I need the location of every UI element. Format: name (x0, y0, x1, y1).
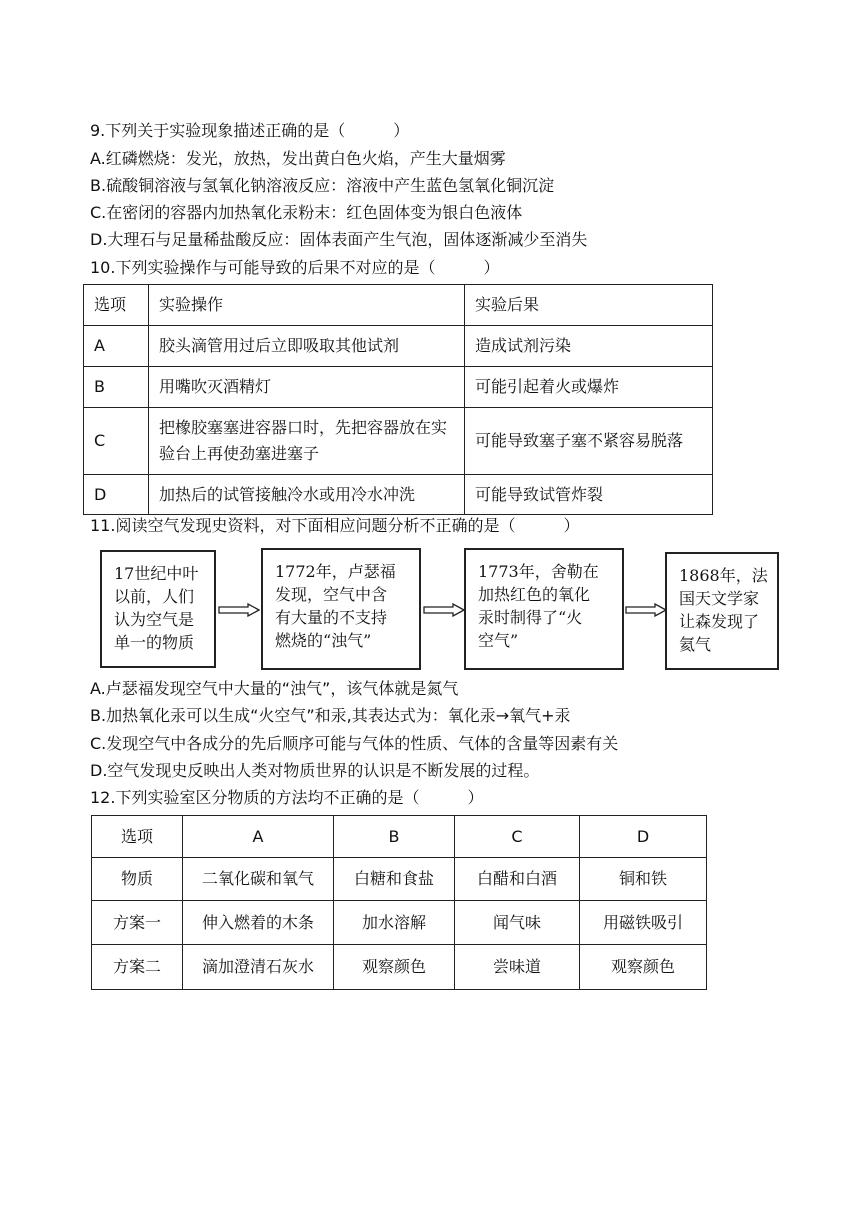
history-box-line: 有大量的不支持 (275, 608, 388, 627)
history-box-line: 1772年，卢瑟福 (275, 562, 396, 581)
history-box-line: 空气” (478, 631, 519, 650)
question-9-option-b: B.硫酸铜溶液与氢氧化钠溶液反应：溶液中产生蓝色氢氧化铜沉淀 (90, 176, 555, 195)
table-header-cell: C (455, 816, 580, 858)
history-box-line: 燃烧的“浊气” (275, 631, 372, 650)
history-box-line: 国天文学家 (679, 589, 760, 608)
table-cell: 物质 (92, 858, 183, 901)
table-cell: 闻气味 (455, 901, 580, 945)
table-cell: B (84, 367, 149, 408)
history-box-line: 加热红色的氧化 (478, 585, 591, 604)
table-cell: 伸入燃着的木条 (183, 901, 334, 945)
table-header-cell: A (183, 816, 334, 858)
table-row (84, 475, 713, 515)
question-9-stem: 9.下列关于实验现象描述正确的是（ ） (90, 121, 410, 140)
table-cell: 二氧化碳和氧气 (183, 858, 334, 901)
table-cell: D (84, 475, 149, 515)
table-header-cell: 实验操作 (149, 285, 465, 326)
history-box-1 (100, 550, 216, 668)
history-box-line: 单一的物质 (114, 633, 195, 652)
table-cell: 加水溶解 (334, 901, 455, 945)
table-cell: 白糖和食盐 (334, 858, 455, 901)
question-11-stem: 11.阅读空气发现史资料，对下面相应问题分析不正确的是（ ） (90, 516, 580, 535)
question-11-option-b: B.加热氧化汞可以生成“火空气”和汞,其表达式为：氧化汞→氧气+汞 (90, 706, 571, 725)
arrow-right-icon (423, 603, 465, 617)
table-cell: 观察颜色 (580, 945, 707, 990)
history-box-2 (261, 548, 421, 670)
question-9-option-d: D.大理石与足量稀盐酸反应：固体表面产生气泡，固体逐渐减少至消失 (90, 230, 588, 249)
table-cell: 用磁铁吸引 (580, 901, 707, 945)
history-box-line: 1868年，法 (679, 566, 768, 585)
table-header-cell: D (580, 816, 707, 858)
table-header-row (92, 816, 707, 858)
table-cell: 造成试剂污染 (465, 326, 713, 367)
table-cell: 胶头滴管用过后立即吸取其他试剂 (149, 326, 465, 367)
history-box-4 (665, 552, 779, 670)
history-box-3 (464, 548, 624, 670)
arrow-right-icon (625, 603, 667, 617)
table-header-row (84, 285, 713, 326)
table-cell: 可能引起着火或爆炸 (465, 367, 713, 408)
table-row (84, 367, 713, 408)
history-box-line: 汞时制得了“火 (478, 608, 583, 627)
table-cell: 滴加澄清石灰水 (183, 945, 334, 990)
question-9-option-a: A.红磷燃烧：发光，放热，发出黄白色火焰，产生大量烟雾 (90, 149, 506, 168)
history-box-line: 认为空气是 (114, 610, 195, 629)
question-12-stem: 12.下列实验室区分物质的方法均不正确的是（ ） (90, 788, 484, 807)
table-cell: 把橡胶塞塞进容器口时，先把容器放在实验台上再使劲塞进塞子 (149, 408, 465, 475)
history-box-line: 1773年，舍勒在 (478, 562, 599, 581)
table-row (84, 326, 713, 367)
table-cell: 方案二 (92, 945, 183, 990)
table-cell: 白醋和白酒 (455, 858, 580, 901)
table-cell: 铜和铁 (580, 858, 707, 901)
table-header-cell: 实验后果 (465, 285, 713, 326)
table-cell: 方案一 (92, 901, 183, 945)
table-cell: 观察颜色 (334, 945, 455, 990)
history-box-line: 以前，人们 (114, 587, 195, 606)
question-10-table (83, 284, 713, 515)
table-cell: 用嘴吹灭酒精灯 (149, 367, 465, 408)
question-11-option-d: D.空气发现史反映出人类对物质世界的认识是不断发展的过程。 (90, 761, 540, 780)
history-box-line: 让森发现了 (679, 612, 760, 631)
table-cell: 可能导致塞子塞不紧容易脱落 (465, 408, 713, 475)
table-cell: 尝味道 (455, 945, 580, 990)
table-row (92, 858, 707, 901)
question-9-option-c: C.在密闭的容器内加热氧化汞粉末：红色固体变为银白色液体 (90, 203, 523, 222)
table-cell: 加热后的试管接触冷水或用冷水冲洗 (149, 475, 465, 515)
table-cell: 可能导致试管炸裂 (465, 475, 713, 515)
table-row (92, 945, 707, 990)
table-header-cell: B (334, 816, 455, 858)
question-12-table (91, 815, 707, 990)
table-cell: A (84, 326, 149, 367)
table-row (84, 408, 713, 475)
history-box-line: 17世纪中叶 (114, 564, 199, 583)
question-11-option-c: C.发现空气中各成分的先后顺序可能与气体的性质、气体的含量等因素有关 (90, 734, 619, 753)
table-cell: C (84, 408, 149, 475)
history-box-line: 发现，空气中含 (275, 585, 388, 604)
arrow-right-icon (218, 603, 260, 617)
history-box-line: 氦气 (679, 635, 712, 654)
table-header-cell: 选项 (92, 816, 183, 858)
question-11-option-a: A.卢瑟福发现空气中大量的“浊气”，该气体就是氮气 (90, 679, 459, 698)
table-header-cell: 选项 (84, 285, 149, 326)
question-10-stem: 10.下列实验操作与可能导致的后果不对应的是（ ） (90, 258, 500, 277)
table-row (92, 901, 707, 945)
